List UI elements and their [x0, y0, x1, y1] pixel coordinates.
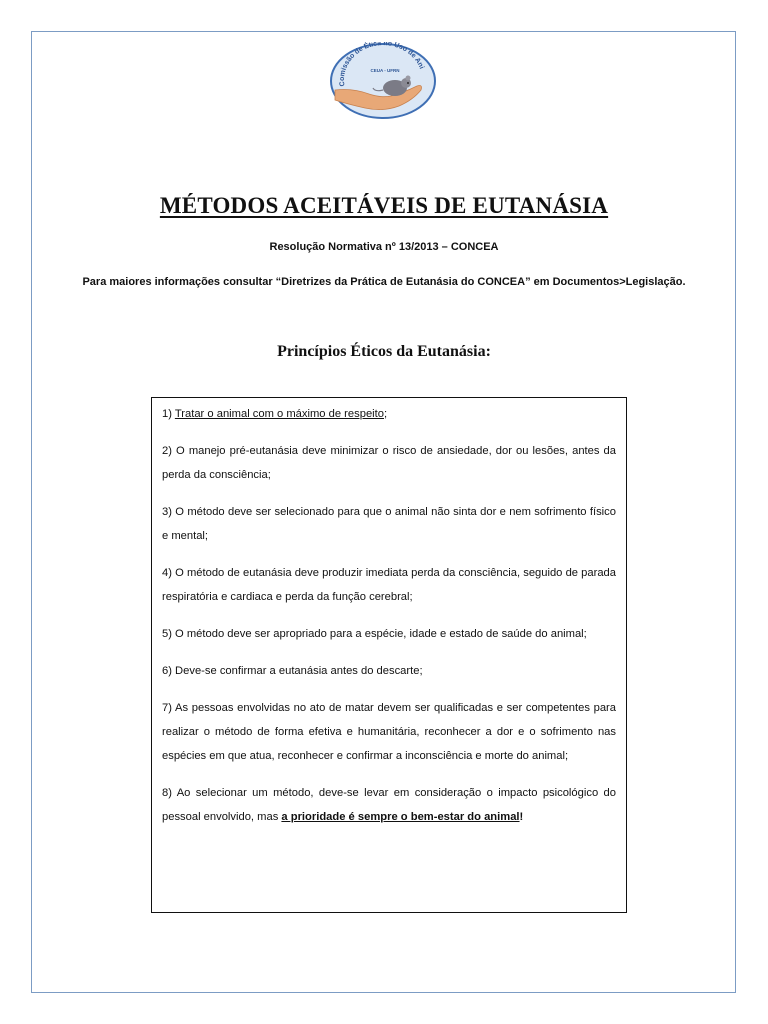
principle-5: 5) O método deve ser apropriado para a espécie, idade e estado de saúde do animal;: [162, 628, 587, 640]
document-title: MÉTODOS ACEITÁVEIS DE EUTANÁSIA: [159, 193, 609, 218]
more-info-text: Para maiores informações consultar “Diretrizes da Prática de Eutanásia do CONCEA” em Documentos>Legislação.: [82, 276, 686, 288]
logo-subtext: CEUA - UFRN: [370, 68, 400, 73]
principle-7: 7) As pessoas envolvidas no ato de matar devem ser qualificadas e ser competentes para realizar o método de forma efetiva e humanitária, reconhecer a dor e o sofrimento nas espécies em que atua, reconhecer e confirmar a inconsciência e morte do animal;: [162, 702, 616, 762]
principles-box: [151, 397, 627, 913]
principle-1-number: 1): [162, 408, 172, 420]
principle-8: [162, 781, 616, 829]
principle-3: 3) O método deve ser selecionado para que o animal não sinta dor e nem sofrimento físico e mental;: [162, 506, 616, 542]
principle-1-text: Tratar o animal com o máximo de respeito: [174, 408, 384, 420]
principle-4: 4) O método de eutanásia deve produzir imediata perda da consciência, seguido de parada respiratória e cardiaca e perda da função cerebral;: [162, 567, 616, 603]
resolution-reference: Resolução Normativa nº 13/2013 – CONCEA: [269, 241, 499, 253]
principle-1: [162, 402, 616, 426]
principle-1-end: ;: [383, 408, 388, 420]
principle-8-emphasis: a prioridade é sempre o bem-estar do animal: [281, 811, 520, 823]
ceua-logo: [329, 42, 437, 120]
ceua-logo-icon: [329, 42, 437, 120]
principle-8-end: !: [519, 811, 524, 823]
principle-8-text: 8) Ao selecionar um método, deve-se levar em consideração o impacto psicológico do pessoal envolvido, mas: [162, 787, 616, 823]
logo-arc-text: Comissão de Ética no Uso de Ani: [338, 42, 425, 87]
section-subtitle: Princípios Éticos da Eutanásia:: [277, 343, 491, 360]
principle-6: 6) Deve-se confirmar a eutanásia antes do descarte;: [162, 665, 423, 677]
principle-2: 2) O manejo pré-eutanásia deve minimizar o risco de ansiedade, dor ou lesões, antes da perda da consciência;: [162, 445, 616, 481]
